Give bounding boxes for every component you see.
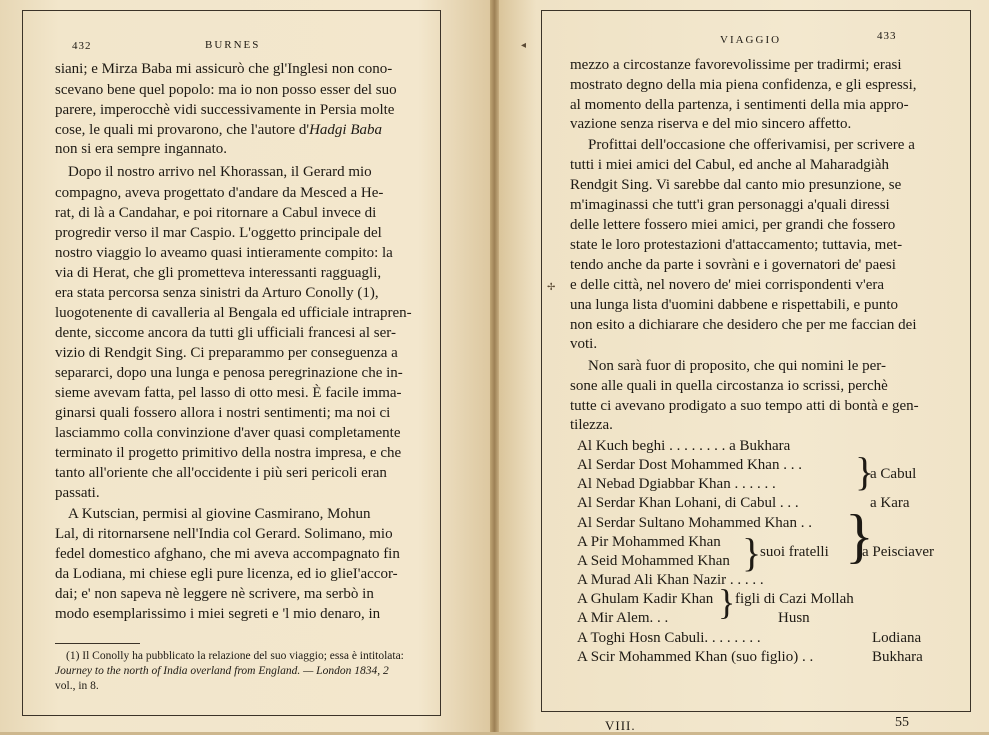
text-line: lasciammo colla convinzione d'aver quasi completamente [55,425,401,441]
brace-figli: } [718,582,736,622]
destination-cabul: a Cabul [870,466,917,482]
list-item: A Toghi Hosn Cabuli. . . . . . . . [577,630,761,646]
text-line: nostro viaggio lo aveamo quasi intieramente compito: la [55,245,393,261]
text-line: dai; e' non sapeva nè leggere nè scrivere, ma serbò in [55,586,374,602]
text-line: una lunga lista d'uomini dabbene e rispettabili, e punto [570,297,899,313]
text-line: separarci, dopo una lunga e penosa peregrinazione che in- [55,365,403,381]
list-item: A Pir Mohammed Khan [577,534,721,550]
book-gutter [490,0,499,732]
right-running-head: VIAGGIO [720,34,782,46]
right-page-number: 433 [877,30,897,42]
text-line: passati. [55,485,100,501]
brace-fratelli-left: } [742,530,762,575]
signature-mark: VIII. [605,718,636,733]
label-husn: Husn [778,610,810,626]
text-line: era stata percorsa senza sinistri da Arturo Conolly (1), [55,285,379,301]
text-line: mostrato degno della mia piena confidenza, e gli espressi, [570,77,917,93]
text-line: fedel domestico afghano, che mi aveva accompagnato fin [55,546,400,562]
text-line: tanto all'oriente che all'occidente i più seri pericoli eran [55,465,387,481]
text-line: parere, imperocchè vidi successivamente in Persia molte [55,102,395,118]
text-line: compagno, aveva progettato d'andare da Mesced a He- [55,185,384,201]
text-line: non si era sempre ingannato. [55,141,228,157]
brace-peisciaver: } [845,503,874,569]
text-line: scevano bene quel popolo: ma io non posso esser del suo [55,82,397,98]
text-line: ginarsi quali fossero allora i nostri sentimenti; ma noi ci [55,405,391,421]
text-line: luogotenente di cavalleria al Bengala ed ufficiale intrapren- [55,305,412,321]
text-line: sieme avevam fatta, pel lasso di otto mesi. È facile imma- [55,385,402,401]
destination-lodiana: Lodiana [872,630,922,646]
text-line: vizio di Rendgit Sing. Ci preparammo per conseguenza a [55,345,398,361]
text-line: tutti i miei amici del Cabul, ed anche al Maharadgiàh [570,157,890,173]
text-line: tutte ci avevano prodigato a suo tempo atti di bontà e gen- [570,398,919,414]
label-fratelli: suoi fratelli [760,544,829,560]
text-line: state le loro protestazioni d'attaccamento; tuttavia, met- [570,237,903,253]
left-running-head: BURNES [205,39,261,51]
book-title: Hadgi Baba [309,122,382,138]
margin-mark: ✢ [547,282,556,293]
text-line: cose, le quali mi provarono, che l'autore d'Hadgi Baba [55,122,382,138]
brace-cabul: } [855,449,875,494]
text-line: A Kutscian, permisi al giovine Casmirano, Mohun [68,506,371,522]
text-line: rat, di là a Candahar, e poi ritornare a Cabul invece di [55,205,377,221]
footnote-line: Journey to the north of India overland from England. — London 1834, 2 [55,665,389,677]
list-item: A Ghulam Kadir Khan [577,591,714,607]
text-line: non esito a dichiarare che desidero che per me faccian dei [570,317,917,333]
list-item: Al Serdar Sultano Mohammed Khan . . [577,515,812,531]
list-item: A Mir Alem. . . [577,610,669,626]
list-item: Al Kuch beghi . . . . . . . . a Bukhara [577,438,791,454]
text-line: via di Herat, che gli prometteva interessanti ragguagli, [55,265,382,281]
text-line: Profittai dell'occasione che offerivamisi, per scrivere a [588,137,915,153]
text-line: progredir verso il mar Caspio. L'oggetto principale del [55,225,382,241]
label-figli-di-cazi: figli di Cazi Mollah [735,591,854,607]
text-line: siani; e Mirza Baba mi assicurò che gl'Inglesi non cono- [55,61,393,77]
text-line: al momento della partenza, i sentimenti della mia appro- [570,97,909,113]
text-line: tilezza. [570,417,613,433]
text-line: Dopo il nostro arrivo nel Khorassan, il Gerard mio [68,164,372,180]
text-line: Lal, di ritornarsene nell'India col Gerard. Solimano, mio [55,526,393,542]
list-item: A Murad Ali Khan Nazir . . . . . [577,572,764,588]
list-item: Al Serdar Khan Lohani, di Cabul . . . [577,495,799,511]
list-item: Al Nebad Dgiabbar Khan . . . . . . [577,476,776,492]
text-line: Non sarà fuor di proposito, che qui nomini le per- [588,358,886,374]
left-page-number: 432 [72,40,92,52]
text-line: mezzo a circostanze favorevolissime per tradirmi; erasi [570,57,902,73]
text-line: dente, siccome ancora da tutti gli ufficiali francesi al ser- [55,325,396,341]
list-item: A Scir Mohammed Khan (suo figlio) . . [577,649,814,665]
list-item: Al Serdar Dost Mohammed Khan . . . [577,457,802,473]
list-item: A Seid Mohammed Khan [577,553,730,569]
text-line: Rendgit Sing. Vi sarebbe dal canto mio presunzione, se [570,177,902,193]
text-line: terminato il progetto primitivo della nostra impresa, e che [55,445,402,461]
destination-peisciaver: a Peisciaver [862,544,935,560]
text-line: m'imaginassi che tutt'i gran personaggi a'quali diressi [570,197,890,213]
text-line: e delle città, nel novero de' miei corrispondenti v'era [570,277,885,293]
margin-mark: ◂ [521,40,527,51]
footnote-line: (1) Il Conolly ha pubblicato la relazione del suo viaggio; essa è intitolata: [66,650,404,662]
text-line: sone alle quali in quella circostanza io scrissi, perchè [570,378,888,394]
footnote-line: vol., in 8. [55,680,99,692]
destination-bukhara: Bukhara [872,649,923,665]
text-line: modo esemplarissimo i miei segreti e 'l mio denaro, in [55,606,381,622]
destination-kara: a Kara [870,495,910,511]
folio-number: 55 [895,715,909,730]
text-line: voti. [570,336,598,352]
text-line: vazione senza riserva e del mio sincero affetto. [570,116,852,132]
text-line: tendo anche da parte i sovràni e i governatori de' paesi [570,257,896,273]
text-line: da Lodiana, mi chiese egli pure licenza, ed io glieI'accor- [55,566,398,582]
text-line: delle lettere fossero miei amici, per grandi che fossero [570,217,896,233]
footnote-rule [55,643,140,644]
